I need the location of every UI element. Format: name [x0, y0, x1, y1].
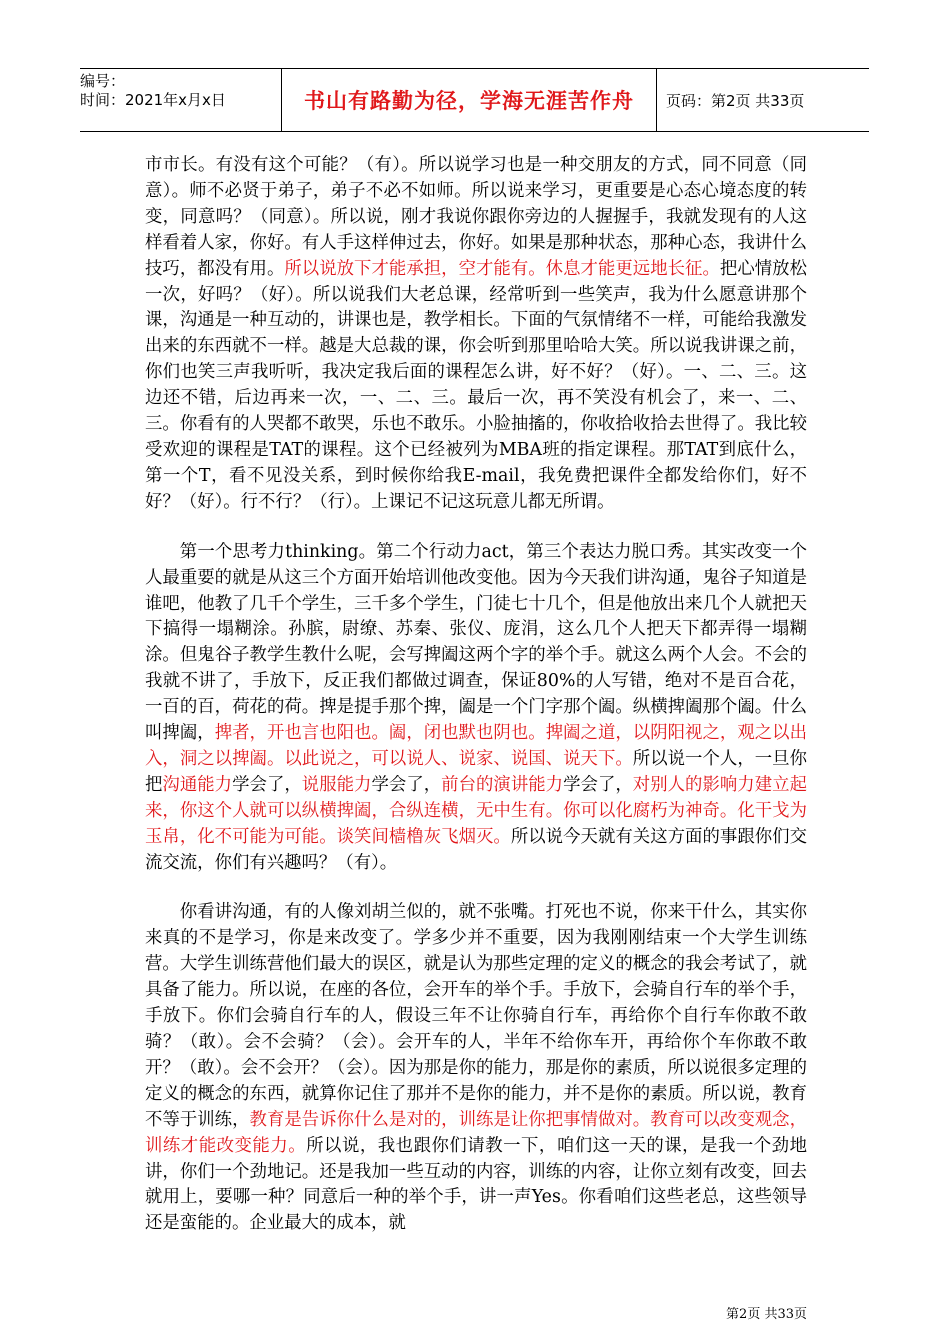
paragraph-3 [145, 900, 807, 1237]
body-text: 所以说一个人，一旦你把 [145, 748, 807, 795]
emphasis-text: 前台的演讲能力 [441, 774, 564, 795]
document-number-label: 编号： [80, 72, 126, 90]
emphasis-text: 教育是告诉你什么是对的，训练是让你把事情做对。教育可以改变观念，训练才能改变能力。 [145, 1109, 807, 1156]
emphasis-text: 捭者，开也言也阳也。阖，闭也默也阴也。捭阖之道，以阴阳视之，观之以出入，洞之以捭阖。以此说之，可以说人、说家、说国、说天下。 [145, 723, 807, 769]
emphasis-text: 沟通能力 [162, 774, 233, 795]
page-header [80, 68, 869, 132]
emphasis-text: 对别人的影响力建立起来，你这个人就可以纵横捭阖，合纵连横，无中生有。你可以化腐朽为神奇。化干戈为玉帛，化不可能为可能。谈笑间樯橹灰飞烟灭。 [145, 774, 807, 847]
body-text: 市市长。有没有这个可能？（有）。所以说学习也是一种交朋友的方式，同不同意（同意）。师不必贤于弟子，弟子不必不如师。所以说来学习，更重要是心态心境态度的转变，同意吗？（同意）。所以说，刚才我说你跟你旁边的人握握手，我就发现有的人这样看着人家，你好。有人手这样伸过去，你好。如果是那种状态，那种心态，我讲什么技巧，都没有用。 [145, 155, 807, 279]
body-text: 学会了， [371, 774, 442, 795]
paragraph-2 [145, 540, 807, 877]
document-body [145, 153, 807, 1261]
header-motto: 书山有路勤为径，学海无涯苦作舟 [304, 89, 634, 113]
emphasis-text: 说服能力 [301, 774, 372, 795]
body-text: 你看讲沟通，有的人像刘胡兰似的，就不张嘴。打死也不说，你来干什么，其实你来真的不是学习，你是来改变了。学多少并不重要，因为我刚刚结束一个大学生训练营。大学生训练营他们最大的误区，就是认为那些定理的定义的概念的我会考试了，就具备了能力。所以说，在座的各位，会开车的举个手。手放下，会骑自行车的举个手，手放下。你们会骑自行车的人，假设三年不让你骑自行车，再给你个自行车你敢不敢骑？（敢）。会不会骑？（会）。会开车的人，半年不给你车开，再给你个车你敢不敢开？（敢）。会不会开？（会）。因为那是你的能力，那是你的素质，所以说很多定理的定义的概念的东西，就算你记住了那并不是你的能力，并不是你的素质。所以说，教育不等于训练， [145, 902, 807, 1130]
body-text: 学会了， [563, 774, 633, 795]
body-text: 所以说今天就有关这方面的事跟你们交流交流，你们有兴趣吗？（有）。 [145, 826, 807, 873]
paragraph-1 [145, 153, 807, 516]
body-text: 学会了， [232, 774, 302, 795]
document-time-label: 时间：2021年x月x日 [80, 91, 226, 109]
body-text: 把心情放松一次，好吗？（好）。所以说我们大老总课，经常听到一些笑声，我为什么愿意讲那个课，沟通是一种互动的，讲课也是，教学相长。下面的气氛情绪不一样，可能给我激发出来的东西就不一样。越是大总裁的课，你会听到那里哈哈大笑。所以说我讲课之前，你们也笑三声我听听，我决定我后面的课程怎么讲，好不好？（好）。一、二、三。这边还不错，后边再来一次，一、二、三。最后一次，再不笑没有机会了，来一、二、三。你看有的人哭都不敢哭，乐也不敢乐。小脸抽搐的，你收拾收拾去世得了。我比较受欢迎的课程是TAT的课程。这个已经被列为MBA班的指定课程。那TAT到底什么，第一个T，看不见没关系，到时候你给我E-mail，我免费把课件全都发给你们，好不好？（好）。行不行？（行）。上课记不记这玩意儿都无所谓。 [145, 258, 807, 512]
header-motto-cell [281, 69, 657, 131]
emphasis-text: 所以说放下才能承担，空才能有。休息才能更远地长征。 [284, 258, 720, 279]
header-page-number: 页码：第2页 共33页 [666, 91, 805, 110]
body-text: 所以说，我也跟你们请教一下，咱们这一天的课，是我一个劲地讲，你们一个劲地记。还是我加一些互动的内容，训练的内容，让你立刻有改变，回去就用上，要哪一种？同意后一种的举个手，讲一声Yes。你看咱们这些老总，这些领导还是蛮能的。企业最大的成本，就 [145, 1135, 807, 1234]
header-page-cell [657, 69, 869, 131]
header-meta [80, 69, 280, 131]
body-text: 第一个思考力thinking。第二个行动力act，第三个表达力脱口秀。其实改变一个人最重要的就是从这三个方面开始培训他改变他。因为今天我们讲沟通，鬼谷子知道是谁吧，他教了几千个学生，三千多个学生，门徒七十几个，但是他放出来几个人就把天下搞得一塌糊涂。孙膑，尉缭、苏秦、张仪、庞涓，这么几个人把天下都弄得一塌糊涂。但鬼谷子教学生教什么呢，会写捭阖这两个字的举个手。就这么两个人会。不会的我就不讲了，手放下，反正我们都做过调查，保证80%的人写错，绝对不是百合花，一百的百，荷花的荷。捭是提手那个捭，阖是一个门字那个阖。纵横捭阖那个阖。什么叫捭阖， [145, 541, 807, 744]
page-footer: 第2页 共33页 [726, 1307, 807, 1322]
